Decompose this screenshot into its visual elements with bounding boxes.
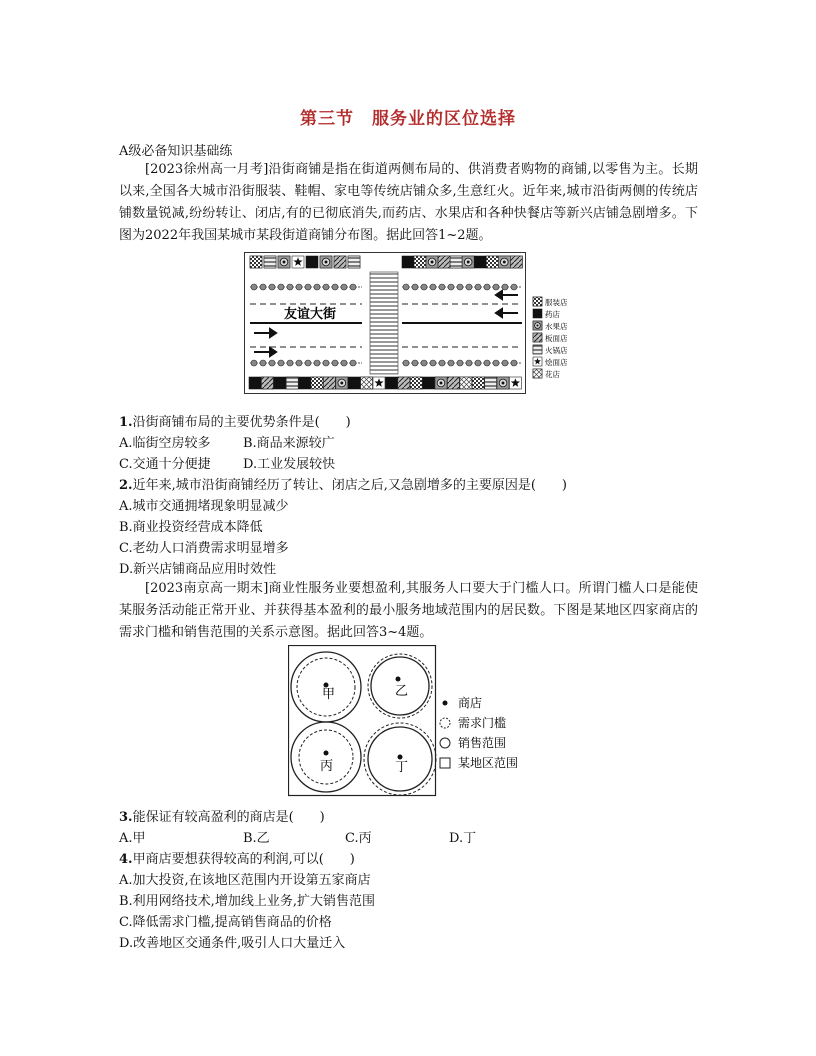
shop-hotpot (533, 345, 542, 354)
question-1-options-row1 (119, 432, 335, 451)
q1-option-b[interactable]: B.商品来源较广 (243, 436, 335, 451)
legend-circle-icon (440, 738, 450, 748)
q2-option-d[interactable]: D.新兴店铺商品应用时效性 (119, 562, 277, 577)
q1-option-a[interactable]: A.临街空房较多 (119, 436, 211, 451)
legend-region: 某地区范围 (458, 756, 519, 770)
shop-noodle (533, 333, 542, 342)
shop-flower (460, 377, 472, 389)
legend-label-bbq: 烩面店 (545, 358, 568, 367)
bottom-shop-row (249, 377, 521, 389)
shop-noodle (323, 377, 335, 389)
legend-dot-icon (443, 701, 448, 706)
shop-clothing (533, 297, 542, 306)
shop-fruit (320, 256, 332, 268)
shop-clothing (250, 256, 262, 268)
shop-legend (533, 297, 568, 379)
legend-label-hotpot: 火锅店 (545, 346, 568, 355)
shop-hotpot (264, 256, 276, 268)
q3-option-a[interactable]: A.甲 (119, 831, 146, 846)
store-label-ding: 丁 (395, 760, 409, 775)
question-4: 4.甲商店要想获得较高的利润,可以( ) (119, 852, 355, 867)
shop-hotpot (348, 256, 360, 268)
shop-fruit (336, 377, 348, 389)
shop-fruit (497, 377, 509, 389)
q1-option-d[interactable]: D.工业发展较快 (243, 457, 336, 472)
shop-clothing (486, 256, 498, 268)
legend-label-pharmacy: 药店 (545, 310, 560, 319)
shop-noodle (510, 256, 522, 268)
legend-label-fruit: 水果店 (545, 322, 568, 331)
q4-option-c[interactable]: C.降低需求门槛,提高销售商品的价格 (119, 915, 332, 930)
shop-noodle (447, 377, 459, 389)
shop-pharmacy (249, 377, 261, 389)
shop-fruit (533, 321, 542, 330)
store-label-jia: 甲 (322, 687, 336, 702)
street-shop-map (244, 252, 584, 394)
question-3: 3.能保证有较高盈利的商店是( ) (119, 810, 325, 825)
legend-square-icon (440, 758, 450, 768)
store-label-bing: 丙 (320, 759, 334, 774)
legend-dashed-circle-icon (440, 718, 450, 728)
shop-noodle (438, 256, 450, 268)
shop-noodle (261, 377, 273, 389)
legend-sales: 销售范围 (458, 736, 507, 750)
shop-flower (361, 377, 373, 389)
shop-hotpot (450, 256, 462, 268)
shop-noodle (334, 256, 346, 268)
question-1-options-row2 (119, 453, 335, 472)
shop-fruit (462, 256, 474, 268)
shop-hotpot (286, 377, 298, 389)
store-label-yi: 乙 (395, 684, 409, 699)
shop-pharmacy (306, 256, 318, 268)
shop-clothing (311, 377, 323, 389)
question-1: 1.沿街商铺布局的主要优势条件是( ) (119, 415, 351, 430)
store-dot (396, 677, 401, 682)
shop-pharmacy (274, 377, 286, 389)
shop-pharmacy (402, 256, 414, 268)
shop-clothing (414, 256, 426, 268)
q2-option-b[interactable]: B.商业投资经营成本降低 (119, 520, 263, 535)
legend-label-flower: 花店 (545, 370, 560, 379)
shop-fruit (278, 256, 290, 268)
passage-2: [2023南京高一期末]商业性服务业要想盈利,其服务人口要大于门槛人口。所谓门槛人口是能使某服务活动能正常开业、并获得基本盈利的最小服务地域范围内的居民数。下图是某地区四家商店的需求门槛和销售范围的关系示意图。据此回答3~4题。 (119, 581, 698, 640)
shop-bbq (373, 377, 385, 389)
shop-hotpot (485, 377, 497, 389)
shop-bbq (509, 377, 521, 389)
q1-option-c[interactable]: C.交通十分便捷 (119, 457, 211, 472)
shop-pharmacy (299, 377, 311, 389)
q3-option-c[interactable]: C.丙 (345, 831, 372, 846)
question-3-options (119, 827, 476, 846)
legend-store: 商店 (458, 696, 483, 710)
shop-fruit (498, 256, 510, 268)
shop-bbq (292, 256, 304, 268)
store-dot (398, 755, 403, 760)
store-dot (324, 751, 329, 756)
shop-pharmacy (474, 256, 486, 268)
shop-fruit (435, 377, 447, 389)
shop-clothing (410, 377, 422, 389)
q4-option-b[interactable]: B.利用网络技术,增加线上业务,扩大销售范围 (119, 894, 375, 909)
shop-flower (533, 369, 542, 378)
q4-option-d[interactable]: D.改善地区交通条件,吸引人口大量迁入 (119, 936, 346, 951)
shop-noodle (398, 377, 410, 389)
legend-label-clothing: 服装店 (545, 298, 568, 307)
q2-option-c[interactable]: C.老幼人口消费需求明显增多 (119, 541, 289, 556)
shop-pharmacy (533, 309, 542, 318)
store-threshold-diagram (288, 645, 548, 797)
section-title: 第三节 服务业的区位选择 (300, 109, 516, 129)
question-2: 2.近年来,城市沿街商铺经历了转让、闭店之后,又急剧增多的主要原因是( ) (119, 478, 567, 493)
region-boundary (289, 646, 436, 796)
shop-fruit (426, 256, 438, 268)
passage-1: [2023徐州高一月考]沿街商铺是指在街道两侧布局的、供消费者购物的商铺,以零售为主。长期以来,全国各大城市沿街服装、鞋帽、家电等传统店铺众多,生意红火。近年来,城市沿街两侧的传统店铺数量锐减,纷纷转让、闭店,有的已彻底消失,而药店、水果店和各种快餐店等新兴店铺急剧增多。下图为2022年我国某城市某段街道商铺分布图。据此回答1~2题。 (119, 162, 698, 243)
q3-option-b[interactable]: B.乙 (243, 831, 270, 846)
shop-pharmacy (348, 377, 360, 389)
legend-label-noodle: 板面店 (545, 334, 568, 343)
q4-option-a[interactable]: A.加大投资,在该地区范围内开设第五家商店 (119, 873, 371, 888)
legend-threshold: 需求门槛 (458, 716, 507, 730)
q2-option-a[interactable]: A.城市交通拥堵现象明显减少 (119, 499, 289, 514)
level-label: A级必备知识基础练 (119, 144, 233, 159)
q3-option-d[interactable]: D.丁 (449, 831, 477, 846)
shop-bbq (533, 357, 542, 366)
street-name: 友谊大街 (284, 307, 337, 322)
shop-pharmacy (385, 377, 397, 389)
shop-clothing (472, 377, 484, 389)
shop-pharmacy (423, 377, 435, 389)
